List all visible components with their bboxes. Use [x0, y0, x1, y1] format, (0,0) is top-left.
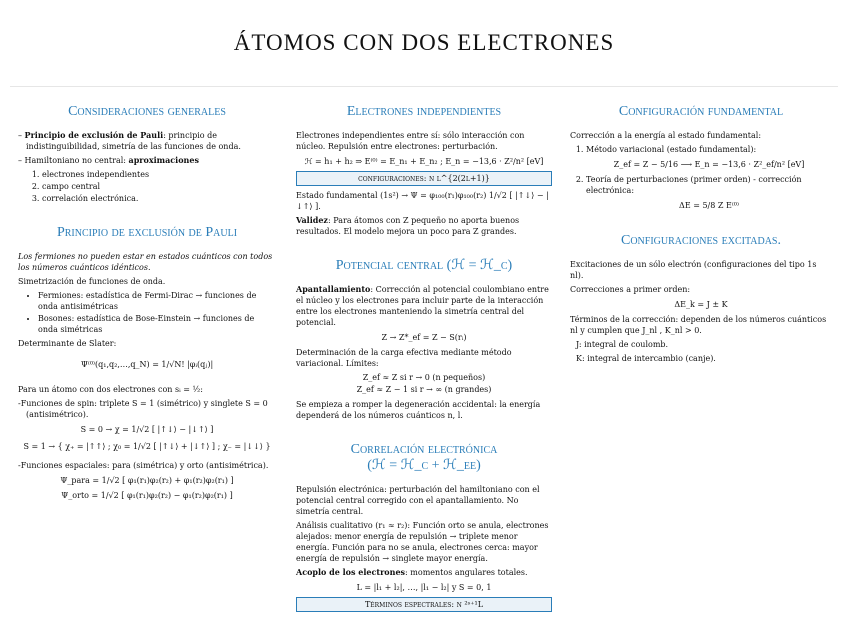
list-item: – Hamiltoniano no central: aproximaciones [18, 155, 199, 165]
equation: S = 0 → χ = 1/√2 [ |↑↓⟩ − |↓↑⟩ ] [80, 425, 214, 434]
list-item: -Funciones de spin: triplete S = 1 (simétrico) y singlete S = 0 (antisimétrico). [18, 399, 268, 419]
term-bold: Acoplo de los electrones [296, 567, 406, 577]
list-text: Teoría de perturbaciones (primer orden) - corrección electrónica: [586, 175, 802, 195]
equation: Z → Z*_ef = Z − S(rᵢ) [381, 333, 467, 342]
list-item: 2. campo central [42, 181, 276, 192]
heading-potencial-central: Potencial central (ℋ = ℋ_c) [335, 258, 513, 273]
paragraph [296, 284, 552, 328]
list-item: 3. correlación electrónica. [42, 193, 276, 204]
paragraph: Simetrización de funciones de onda. [18, 277, 166, 286]
paragraph: K: integral de intercambio (canje). [576, 354, 716, 363]
list-item: • Fermiones: estadística de Fermi-Dirac → funciones de onda antisimétricas [38, 290, 276, 312]
heading-correlacion-formula: (ℋ = ℋ_c + ℋ_ee) [367, 458, 481, 473]
paragraph: J: integral de coulomb. [576, 340, 669, 349]
equation: Ψ⁽⁰⁾(q₁,q₂,…,q_N) = 1/√N! |φᵢ(qⱼ)| [80, 360, 214, 369]
heading-configuracion-fundamental: Configuración fundamental [618, 104, 784, 119]
list-item: • Bosones: estadística de Bose-Einstein → funciones de onda simétricas [38, 313, 276, 335]
paragraph: Se empieza a romper la degeneración accidental: la energía dependerá de los números cuánticos n, l. [296, 400, 541, 420]
heading-correlacion: Correlación electrónica [350, 442, 498, 457]
equation: Z_ef ≈ Z − 1 si r → ∞ (n grandes) [356, 385, 492, 394]
list-text: Hamiltoniano no central: [24, 156, 129, 165]
equation: Ψ_para = 1/√2 [ φ₁(r₁)φ₂(r₂) + φ₁(r₂)φ₂(r₁) ] [60, 476, 234, 485]
italic-text: Los fermiones no pueden estar en estados cuánticos con todos los números cuánticos idénticos. [18, 252, 273, 272]
divider [10, 86, 838, 87]
paragraph: Análisis cualitativo (r₁ ≈ r₂): Función orto se anula, electrones alejados: menor energía de repulsión → triplete menor energía. Función para no se anula, electrones cerca: mayor energía de repulsión → singlete mayor energía. [296, 521, 549, 563]
statement [18, 251, 276, 273]
heading-electrones-independientes: Electrones independientes [346, 104, 502, 119]
highlight-box: Términos espectrales: n ²ˢ⁺¹L [296, 597, 552, 612]
list-item: 1. electrones independientes [42, 169, 276, 180]
equation: S = 1 → { χ₊ = |↑↑⟩ ; χ₀ = 1/√2 [ |↑↓⟩ + |↓↑⟩ ] ; χ₋ = |↓↓⟩ } [23, 442, 271, 451]
equation: ΔE_k = J ± K [674, 300, 728, 309]
paragraph [296, 215, 552, 237]
paragraph-text: : Corrección al potencial coulombiano entre el núcleo y los electrones para incluir parte de la interacción entre los electrones manteniendo la simetría central del potencial. [296, 285, 549, 327]
paragraph-text: : momentos angulares totales. [405, 568, 528, 577]
list-item: – Principio de exclusión de Pauli: principio de indistinguibilidad, simetría de las funciones de onda. [18, 130, 241, 151]
term-bold: aproximaciones [128, 155, 199, 165]
equation: L = |l₁ + l₂|, …, |l₁ − l₂| y S = 0, 1 [356, 583, 492, 592]
equation: Z_ef ≈ Z si r → 0 (n pequeños) [362, 373, 486, 382]
paragraph [296, 567, 552, 578]
equation: Z_ef = Z − 5/16 ⟶ E_n = −13,6 · Z²_ef/n² [eV] [613, 160, 805, 169]
list-text: Método variacional (estado fundamental): [586, 145, 757, 154]
paragraph: Correcciones a primer orden: [570, 285, 691, 294]
list-item [586, 144, 832, 170]
list-item: -Funciones espaciales: para (simétrica) y orto (antisimétrica). [18, 461, 269, 470]
paragraph: Repulsión electrónica: perturbación del hamiltoniano con el potencial central corregido con el apantallamiento. No simetría central. [296, 485, 540, 516]
paragraph: Excitaciones de un sólo electrón (configuraciones del tipo 1s nl). [570, 260, 817, 280]
page-title: ÁTOMOS CON DOS ELECTRONES [233, 30, 615, 55]
highlight-box: configuraciones: n l^{2(2l+1)} [296, 171, 552, 186]
paragraph: Corrección a la energía al estado fundamental: [570, 131, 762, 140]
heading-consideraciones: Consideraciones generales [68, 104, 226, 119]
paragraph: Determinante de Slater: [18, 339, 117, 348]
equation: ℋ = h₁ + h₂ ⇒ E⁽⁰⁾ = E_n₁ + E_n₂ ; E_n = −13,6 · Z²/n² [eV] [304, 157, 544, 166]
paragraph: Términos de la corrección: dependen de los números cuánticos nl y cumplen que J_nl , K_nl > 0. [570, 315, 827, 335]
column-right [570, 104, 832, 367]
term-bold: Principio de exclusión de Pauli [24, 130, 164, 140]
list-item [586, 174, 832, 211]
heading-pauli: Principio de exclusión de Pauli [56, 225, 238, 240]
paragraph: Determinación de la carga efectiva mediante método variacional. Límites: [296, 348, 512, 368]
paragraph: Estado fundamental (1s²) → Ψ = φ₁₀₀(r₁)φ₁₀₀(r₂) 1/√2 [ |↑↓⟩ − |↓↑⟩ ]. [296, 191, 549, 211]
term-bold: Apantallamiento [296, 284, 371, 294]
paragraph: Electrones independientes entre sí: sólo interacción con núcleo. Repulsión entre electrones: perturbación. [296, 131, 525, 151]
column-left [18, 104, 276, 505]
paragraph-text: : Para átomos con Z pequeño no aporta buenos resultados. El modelo mejora un poco para Z grandes. [296, 216, 520, 236]
equation: ΔE = 5/8 Z E⁽⁰⁾ [679, 201, 739, 210]
equation: Ψ_orto = 1/√2 [ φ₁(r₁)φ₂(r₂) − φ₁(r₂)φ₂(r₁) ] [61, 491, 233, 500]
column-middle [296, 104, 552, 616]
term-bold: Validez [296, 215, 328, 225]
paragraph: Para un átomo con dos electrones con sᵢ = ½: [18, 385, 203, 394]
heading-configuraciones-excitadas: Configuraciones excitadas. [621, 233, 781, 248]
list-text: : principio de indistinguibilidad, simetría de las funciones de onda. [26, 131, 241, 151]
